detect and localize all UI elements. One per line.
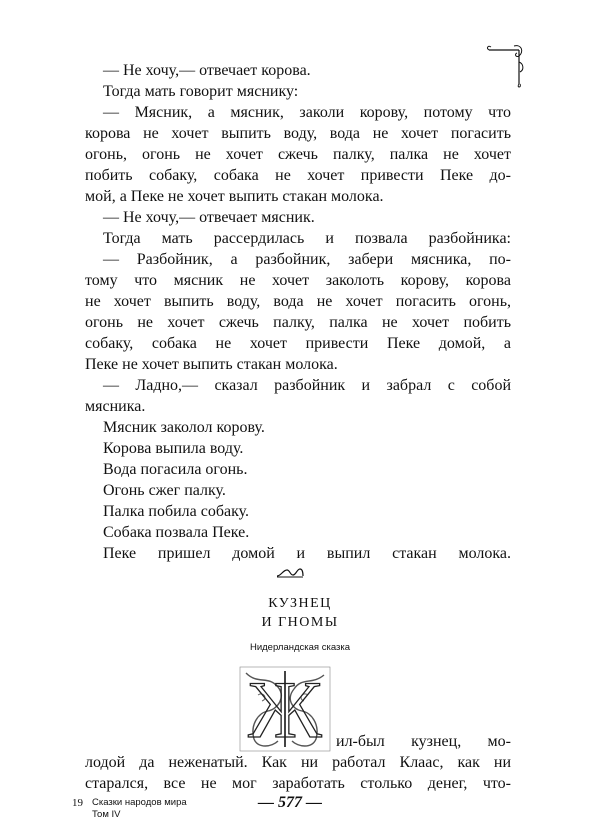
text-line: мясника.	[85, 398, 146, 415]
text-line: Собака позвала Пеке.	[103, 524, 250, 541]
page-number: — 577 —	[258, 794, 322, 811]
source-line1: Сказки народов мира	[92, 797, 187, 808]
text-line: Мясник заколол корову.	[103, 419, 265, 436]
text-line: собаку, собака не хочет привести Пеке домой, а	[85, 335, 511, 352]
text-line: мой, а Пеке не хочет выпить стакан молока.	[85, 188, 384, 205]
signature-number: 19	[72, 797, 83, 809]
text-line: Палка побила собаку.	[103, 503, 250, 520]
text-line: — Мясник, а мясник, заколи корову, потому что	[103, 104, 511, 121]
story-subtitle: Нидерландская сказка	[249, 642, 351, 653]
text-line: тому что мясник не хочет заколоть корову, корова	[85, 272, 511, 289]
text-line: Тогда мать рассердилась и позвала разбойника:	[103, 230, 511, 247]
text-line: корова не хочет выпить воду, вода не хочет погасить	[85, 125, 511, 142]
text-line: Пеке не хочет выпить стакан молока.	[85, 356, 338, 373]
text-line: — Разбойник, а разбойник, забери мясника, по-	[103, 251, 511, 268]
text-line: — Не хочу,— отвечает мясник.	[103, 209, 315, 226]
text-line: Тогда мать говорит мяснику:	[103, 83, 299, 100]
text-line: старался, все не мог заработать столько денег, что-	[85, 775, 511, 792]
text-line: побить собаку, собака не хочет привести Пеке до-	[85, 167, 511, 184]
story-title-line1: КУЗНЕЦ	[268, 596, 332, 611]
text-line: лодой да неженатый. Как ни работал Клаас, как ни	[85, 754, 511, 771]
text-line: не хочет выпить воду, вода не хочет погасить огонь,	[85, 293, 511, 310]
decorated-dropcap-zhe	[238, 665, 332, 753]
text-line: Огонь сжег палку.	[103, 482, 226, 499]
story-title-line2: И ГНОМЫ	[261, 615, 339, 630]
text-line: — Ладно,— сказал разбойник и забрал с собой	[103, 377, 511, 394]
text-line: — Не хочу,— отвечает корова.	[103, 62, 311, 79]
source-note	[92, 797, 187, 821]
text-line: ил-был кузнец, мо-	[336, 733, 511, 750]
dropcap-letter: Ж	[248, 665, 322, 753]
text-line: огонь не хочет сжечь палку, палка не хочет побить	[85, 314, 511, 331]
section-divider-icon	[276, 566, 304, 578]
text-line: Пеке пришел домой и выпил стакан молока.	[103, 545, 511, 562]
text-line: Корова выпила воду.	[103, 440, 244, 457]
text-line: огонь, огонь не хочет сжечь палку, палка не хочет	[85, 146, 511, 163]
text-line: Вода погасила огонь.	[103, 461, 248, 478]
source-line2: Том IV	[92, 809, 121, 820]
